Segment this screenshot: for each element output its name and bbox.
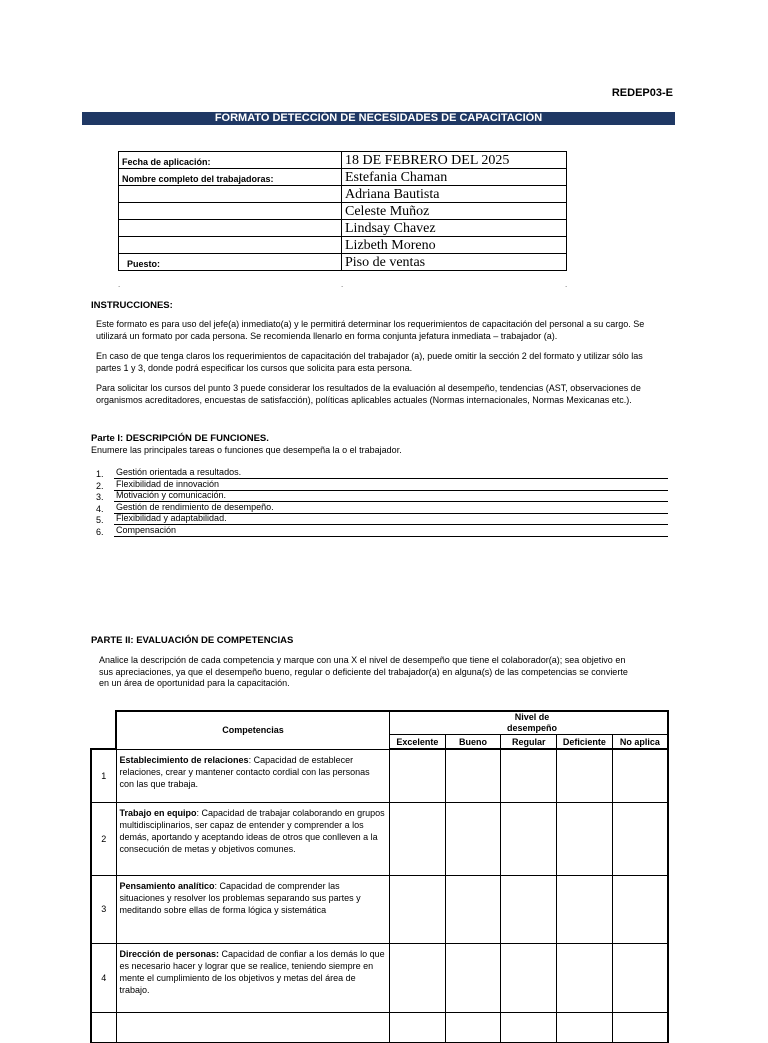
- rating-cell[interactable]: [445, 749, 501, 802]
- table-row: [91, 943, 668, 1012]
- rating-cell[interactable]: [445, 875, 501, 943]
- functions-list: [96, 467, 668, 536]
- item-text: Flexibilidad de innovación: [114, 479, 668, 491]
- rating-cell[interactable]: [501, 943, 557, 1012]
- rating-cell[interactable]: [612, 943, 668, 1012]
- name-value: Estefania Chaman: [342, 169, 567, 186]
- rating-cell[interactable]: [390, 749, 446, 802]
- rating-cell[interactable]: [390, 1012, 446, 1042]
- list-item: [96, 467, 668, 479]
- document-title: FORMATO DETECCIÓN DE NECESIDADES DE CAPACITACIÓN: [82, 112, 675, 125]
- date-value: 18 DE FEBRERO DEL 2025: [342, 152, 567, 169]
- info-row: [119, 220, 567, 237]
- instructions-paragraph: Este formato es para uso del jefe(a) inmediato(a) y le permitirá determinar los requerimientos de capacitación del personal a su cargo. Se utilizará un formato por cada persona. Se recomienda llenarlo en forma conjunta jefatura inmediata – trabajador (a).: [96, 319, 645, 341]
- divider-dot: .: [118, 280, 121, 289]
- header-spacer: [91, 711, 116, 749]
- info-row: [119, 254, 567, 271]
- item-number: 5.: [96, 515, 104, 525]
- level-header-text: Nivel de desempeño: [506, 712, 557, 733]
- item-number: 1.: [96, 469, 104, 479]
- document-code: REDEP03-E: [611, 87, 673, 99]
- item-text: Gestión de rendimiento de desempeño.: [114, 502, 668, 514]
- row-number: 4: [91, 943, 116, 1012]
- info-row: [119, 169, 567, 186]
- table-row: [91, 802, 668, 875]
- name-value: Celeste Muñoz: [342, 203, 567, 220]
- rating-cell[interactable]: [501, 802, 557, 875]
- item-text: Flexibilidad y adaptabilidad.: [114, 513, 668, 525]
- competency-cell: [116, 943, 390, 1012]
- competency-name: Establecimiento de relaciones: [119, 754, 249, 765]
- rating-cell[interactable]: [557, 943, 613, 1012]
- item-text: Motivación y comunicación.: [114, 490, 668, 502]
- competency-desc: : Capacidad de trabajar colaborando en grupos multidisciplinarios, ser capaz de entender y comprender a los demás, aportando y aceptando ideas de otros que conlleven a la consecución de metas y objetivos comunes.: [119, 807, 385, 854]
- item-number: 4.: [96, 503, 104, 514]
- level-deficiente: Deficiente: [557, 735, 613, 750]
- rating-cell[interactable]: [501, 875, 557, 943]
- row-number: 1: [91, 749, 116, 802]
- position-value: Piso de ventas: [342, 254, 567, 271]
- divider-dot: .: [341, 280, 344, 289]
- level-no-aplica: No aplica: [612, 735, 668, 750]
- item-number: 3.: [96, 492, 104, 502]
- level-excelente: Excelente: [390, 735, 446, 750]
- info-row: [119, 186, 567, 203]
- competency-cell: [116, 1012, 390, 1042]
- competency-cell: [116, 802, 390, 875]
- rating-cell[interactable]: [612, 1012, 668, 1042]
- competencies-table: [90, 710, 669, 1043]
- level-regular: Regular: [501, 735, 557, 750]
- competency-name: Dirección de personas:: [119, 948, 220, 959]
- list-item: [96, 513, 668, 525]
- level-header: [390, 711, 669, 735]
- item-number: 6.: [96, 526, 104, 537]
- item-text: Gestión orientada a resultados.: [114, 467, 668, 479]
- competency-desc: : Capacidad de comprender las situaciones y resolver los problemas separando sus partes y meditando sobre ellas de forma lógica y sistemática: [119, 880, 361, 915]
- part2-heading: PARTE II: EVALUACIÓN DE COMPETENCIAS: [91, 635, 294, 646]
- row-number: [91, 1012, 116, 1042]
- name-value: Lizbeth Moreno: [342, 237, 567, 254]
- competencies-header: Competencias: [116, 711, 390, 749]
- rating-cell[interactable]: [501, 749, 557, 802]
- info-row: [119, 237, 567, 254]
- divider-dot: .: [565, 280, 568, 289]
- list-item: [96, 502, 668, 514]
- rating-cell[interactable]: [612, 749, 668, 802]
- competency-desc: Capacidad de confiar a los demás lo que es necesario hacer y lograr que se realice, teniendo siempre en mente el cumplimiento de los objetivos y metas del área de trabajo.: [119, 948, 385, 995]
- part1-heading: Parte I: DESCRIPCIÓN DE FUNCIONES.: [91, 433, 269, 444]
- rating-cell[interactable]: [390, 875, 446, 943]
- list-item: [96, 490, 668, 502]
- item-text: Compensación: [114, 525, 668, 537]
- part1-subtitle: Enumere las principales tareas o funciones que desempeña la o el trabajador.: [91, 445, 402, 455]
- level-bueno: Bueno: [445, 735, 501, 750]
- info-label: [119, 237, 342, 254]
- name-value: Lindsay Chavez: [342, 220, 567, 237]
- list-item: [96, 479, 668, 491]
- rating-cell[interactable]: [445, 802, 501, 875]
- rating-cell[interactable]: [390, 802, 446, 875]
- table-row: [91, 749, 668, 802]
- rating-cell[interactable]: [557, 875, 613, 943]
- competency-cell: [116, 875, 390, 943]
- rating-cell[interactable]: [390, 943, 446, 1012]
- info-row: [119, 203, 567, 220]
- rating-cell[interactable]: [612, 875, 668, 943]
- info-label: [119, 220, 342, 237]
- instructions-paragraph: Para solicitar los cursos del punto 3 puede considerar los resultados de la evaluación al desempeño, tendencias (AST, observaciones de organismos acreditadores, encuestas de satisfacción), políticas aplicables actuales (Normas internacionales, Normas Mexicanas etc.).: [96, 383, 641, 405]
- info-label: [119, 186, 342, 203]
- instructions-heading: INSTRUCCIONES:: [91, 300, 173, 311]
- date-label: Fecha de aplicación:: [119, 152, 342, 169]
- table-row: [91, 875, 668, 943]
- rating-cell[interactable]: [557, 749, 613, 802]
- item-number: 2.: [96, 480, 104, 491]
- table-row: [91, 1012, 668, 1042]
- row-number: 3: [91, 875, 116, 943]
- info-label: [119, 203, 342, 220]
- info-row: [119, 152, 567, 169]
- rating-cell[interactable]: [445, 1012, 501, 1042]
- name-label: Nombre completo del trabajadoras:: [119, 169, 342, 186]
- part2-intro: Analice la descripción de cada competencia y marque con una X el nivel de desempeño que tiene el colaborador(a); sea objetivo en sus apreciaciones, ya que el desempeño bueno, regular o deficiente del trabajador(a) en alguna(s) de las competencias se convierte en un área de oportunidad para la capacitación.: [99, 655, 628, 688]
- rating-cell[interactable]: [557, 1012, 613, 1042]
- info-table: [118, 151, 567, 271]
- row-number: 2: [91, 802, 116, 875]
- rating-cell[interactable]: [557, 802, 613, 875]
- instructions-paragraph: En caso de que tenga claros los requerimientos de capacitación del trabajador (a), puede omitir la sección 2 del formato y utilizar sólo las partes 1 y 3, donde podrá especificar los cursos que solicita para esta persona.: [96, 351, 643, 373]
- competency-name: Trabajo en equipo: [119, 807, 197, 818]
- list-item: [96, 525, 668, 537]
- competency-cell: [116, 749, 390, 802]
- rating-cell[interactable]: [445, 943, 501, 1012]
- table-header-row: [91, 711, 668, 735]
- competency-name: Pensamiento analítico: [119, 880, 215, 891]
- rating-cell[interactable]: [501, 1012, 557, 1042]
- position-label: Puesto:: [119, 254, 342, 271]
- name-value: Adriana Bautista: [342, 186, 567, 203]
- competency-desc: : Capacidad de establecer relaciones, crear y mantener contacto cordial con las personas con las que trabaja.: [119, 754, 370, 789]
- rating-cell[interactable]: [612, 802, 668, 875]
